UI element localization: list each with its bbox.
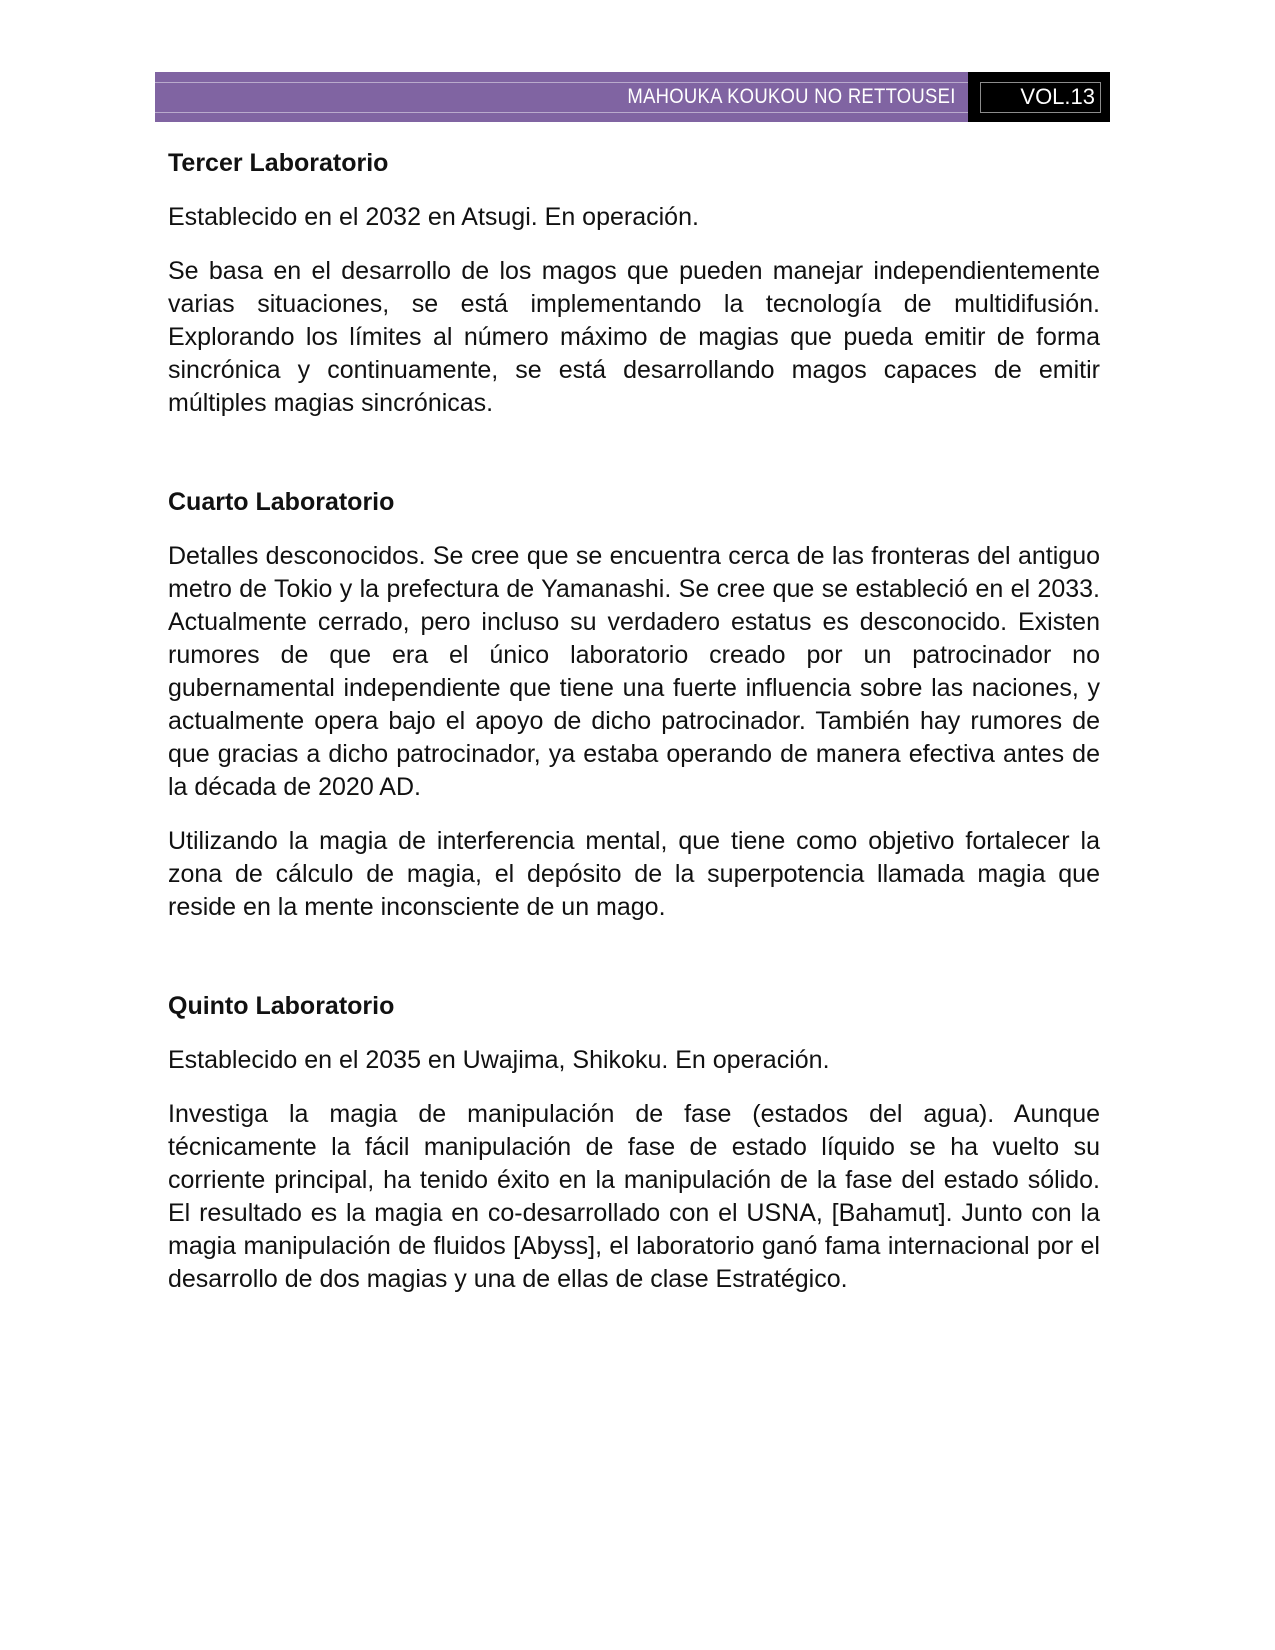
paragraph: Se basa en el desarrollo de los magos que pueden manejar independientemente varias situaciones, se está implementando la tecnología de multidifusión. Explorando los límites al número máximo de magias que pueda emitir de forma sincrónica y continuamente, se está desarrollando magos capaces de emitir múltiples magias sincrónicas. — [168, 257, 1100, 417]
section-tercer-laboratorio — [168, 147, 1100, 420]
document-body — [168, 122, 1100, 1317]
paragraph: Investiga la magia de manipulación de fase (estados del agua). Aunque técnicamente la fácil manipulación de fase de estado líquido se ha vuelto su corriente principal, ha tenido éxito en la manipulación de la fase del estado sólido. El resultado es la magia en co-desarrollado con el USNA, [Bahamut]. Junto con la magia manipulación de fluidos [Abyss], el laboratorio ganó fama internacional por el desarrollo de dos magias y una de ellas de clase Estratégico. — [168, 1100, 1100, 1293]
section-heading: Cuarto Laboratorio — [168, 488, 395, 516]
paragraph: Utilizando la magia de interferencia mental, que tiene como objetivo fortalecer la zona de cálculo de magia, el depósito de la superpotencia llamada magia que reside en la mente inconsciente de un mago. — [168, 827, 1100, 921]
paragraph: Detalles desconocidos. Se cree que se encuentra cerca de las fronteras del antiguo metro de Tokio y la prefectura de Yamanashi. Se cree que se estableció en el 2033. Actualmente cerrado, pero incluso su verdadero estatus es desconocido. Existen rumores de que era el único laboratorio creado por un patrocinador no gubernamental independiente que tiene una fuerte influencia sobre las naciones, y actualmente opera bajo el apoyo de dicho patrocinador. También hay rumores de que gracias a dicho patrocinador, ya estaba operando de manera efectiva antes de la década de 2020 AD. — [168, 542, 1100, 801]
section-heading: Quinto Laboratorio — [168, 992, 395, 1020]
volume-badge — [968, 72, 1110, 122]
section-heading: Tercer Laboratorio — [168, 149, 389, 177]
section-cuarto-laboratorio — [168, 486, 1100, 924]
series-title-band — [155, 72, 968, 122]
series-title: MAHOUKA KOUKOU NO RETTOUSEI — [627, 85, 956, 108]
section-quinto-laboratorio — [168, 990, 1100, 1296]
volume-label: VOL.13 — [1020, 84, 1095, 109]
paragraph: Establecido en el 2032 en Atsugi. En operación. — [168, 203, 699, 231]
paragraph: Establecido en el 2035 en Uwajima, Shikoku. En operación. — [168, 1046, 830, 1074]
page-header-banner — [155, 72, 1110, 122]
